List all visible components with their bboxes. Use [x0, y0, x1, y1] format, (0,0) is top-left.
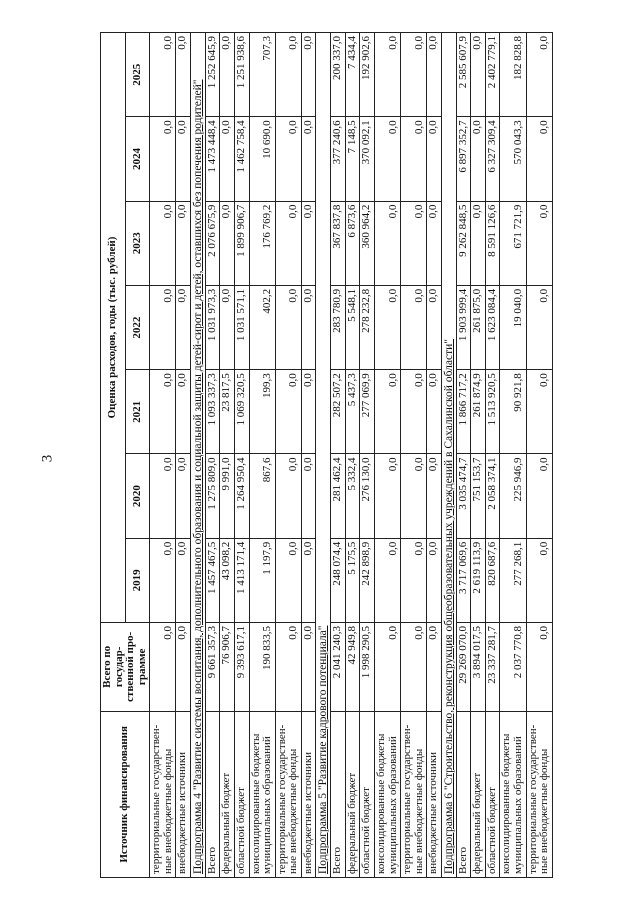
header-year: 2023 [125, 201, 150, 285]
row-total: 9 393 617,1 [234, 622, 249, 711]
row-value: 5 175,5 [345, 538, 360, 622]
row-value: 0,0 [275, 538, 301, 622]
row-source-label: федеральный бюджет [471, 711, 486, 877]
row-total: 1 998 290,5 [360, 622, 375, 711]
row-value: 0,0 [150, 454, 176, 538]
row-value: 0,0 [374, 454, 400, 538]
row-value: 2 058 374,1 [485, 454, 500, 538]
row-value: 0,0 [150, 538, 176, 622]
row-value: 9 262 848,5 [456, 201, 471, 285]
row-value: 0,0 [374, 117, 400, 201]
table-row [526, 33, 552, 878]
table-row [360, 33, 375, 878]
row-total: 0,0 [374, 622, 400, 711]
row-value: 225 946,9 [500, 454, 526, 538]
row-value: 1 252 645,9 [205, 33, 220, 117]
row-value: 1 462 758,4 [234, 117, 249, 201]
header-year: 2022 [125, 285, 150, 369]
row-value: 2 402 779,1 [485, 33, 500, 117]
row-value: 261 874,9 [471, 370, 486, 454]
table-row [150, 33, 176, 878]
row-source-label: консолидированные бюджеты муниципальных образований [374, 711, 400, 877]
row-value: 671 721,9 [500, 201, 526, 285]
row-value: 0,0 [176, 33, 191, 117]
table-row [471, 33, 486, 878]
row-source-label: консолидированные бюджеты муниципальных образований [500, 711, 526, 877]
row-value: 3 035 474,7 [456, 454, 471, 538]
row-value: 0,0 [427, 454, 442, 538]
header-total: Всего по государ-ственной про-грамме [101, 622, 150, 711]
table-row [345, 33, 360, 878]
row-value: 0,0 [301, 201, 316, 285]
row-source-label: территориальные государствен-ные внебюджетные фонды [150, 711, 176, 877]
row-value: 182 828,8 [500, 33, 526, 117]
row-value: 0,0 [301, 454, 316, 538]
row-value: 242 898,9 [360, 538, 375, 622]
row-value: 0,0 [526, 454, 552, 538]
table-row [301, 33, 316, 878]
row-value: 1 903 999,4 [456, 285, 471, 369]
row-value: 0,0 [301, 538, 316, 622]
row-total: 0,0 [301, 622, 316, 711]
row-source-label: федеральный бюджет [345, 711, 360, 877]
row-total: 76 906,7 [220, 622, 235, 711]
row-source-label: федеральный бюджет [220, 711, 235, 877]
table-row [456, 33, 471, 878]
row-value: 283 780,9 [331, 285, 346, 369]
table-row [205, 33, 220, 878]
row-value: 1 031 973,3 [205, 285, 220, 369]
row-value: 7 148,5 [345, 117, 360, 201]
row-value: 1 275 809,0 [205, 454, 220, 538]
table-row [220, 33, 235, 878]
row-value: 200 337,0 [331, 33, 346, 117]
row-value: 402,2 [249, 285, 275, 369]
row-value: 0,0 [150, 117, 176, 201]
row-value: 10 690,0 [249, 117, 275, 201]
row-value: 5 332,4 [345, 454, 360, 538]
row-value: 0,0 [401, 454, 427, 538]
row-value: 751 153,7 [471, 454, 486, 538]
subprogram-title: Подпрограмма 5 "Развитие кадрового потенциала" [316, 33, 331, 878]
row-source-label: внебюджетные источники [427, 711, 442, 877]
row-value: 0,0 [220, 201, 235, 285]
header-year: 2025 [125, 33, 150, 117]
row-source-label: территориальные государствен-ные внебюджетные фонды [275, 711, 301, 877]
row-value: 90 921,8 [500, 370, 526, 454]
subprogram-row [316, 33, 331, 878]
row-value: 0,0 [401, 370, 427, 454]
row-value: 0,0 [374, 538, 400, 622]
row-value: 0,0 [401, 285, 427, 369]
row-value: 0,0 [526, 538, 552, 622]
row-value: 0,0 [150, 370, 176, 454]
row-value: 1 093 337,3 [205, 370, 220, 454]
row-source-label: областной бюджет [485, 711, 500, 877]
row-total: 2 041 240,3 [331, 622, 346, 711]
row-value: 1 513 920,5 [485, 370, 500, 454]
header-year: 2020 [125, 454, 150, 538]
row-value: 3 717 069,6 [456, 538, 471, 622]
row-value: 0,0 [427, 201, 442, 285]
row-value: 1 457 467,5 [205, 538, 220, 622]
row-value: 43 098,2 [220, 538, 235, 622]
row-value: 0,0 [301, 117, 316, 201]
row-value: 2 076 675,9 [205, 201, 220, 285]
row-value: 5 437,3 [345, 370, 360, 454]
row-value: 276 130,0 [360, 454, 375, 538]
row-value: 0,0 [427, 33, 442, 117]
table-row [176, 33, 191, 878]
header-year: 2019 [125, 538, 150, 622]
row-value: 0,0 [220, 117, 235, 201]
row-value: 0,0 [150, 201, 176, 285]
row-value: 2 585 607,9 [456, 33, 471, 117]
row-value: 0,0 [275, 33, 301, 117]
row-source-label: внебюджетные источники [176, 711, 191, 877]
row-value: 0,0 [176, 454, 191, 538]
row-value: 0,0 [427, 370, 442, 454]
row-value: 6 873,6 [345, 201, 360, 285]
table-row [275, 33, 301, 878]
row-value: 282 507,2 [331, 370, 346, 454]
row-value: 0,0 [176, 370, 191, 454]
subprogram-title: Подпрограмма 6 "Строительство, реконструкция общеобразовательных учреждений в Сахалинской области" [441, 33, 456, 878]
table-body [150, 33, 552, 878]
row-value: 867,6 [249, 454, 275, 538]
header-row-1 [101, 33, 126, 878]
table-row [249, 33, 275, 878]
row-total: 0,0 [526, 622, 552, 711]
subprogram-title: Подпрограмма 4 "Развитие системы воспитания, дополнительного образования и социальной защиты детей-сирот и детей, оставшихся без попечения родителей" [190, 33, 205, 878]
row-value: 370 092,1 [360, 117, 375, 201]
row-source-label: территориальные государствен-ные внебюджетные фонды [401, 711, 427, 877]
subprogram-row [190, 33, 205, 878]
table-row [401, 33, 427, 878]
row-value: 0,0 [526, 370, 552, 454]
row-value: 23 817,5 [220, 370, 235, 454]
header-estimate: Оценка расходов, годы (тыс. рублей) [101, 33, 126, 623]
header-year: 2024 [125, 117, 150, 201]
row-value: 1 197,9 [249, 538, 275, 622]
row-value: 0,0 [275, 285, 301, 369]
row-source-label: консолидированные бюджеты муниципальных образований [249, 711, 275, 877]
table-row [234, 33, 249, 878]
row-value: 8 591 126,6 [485, 201, 500, 285]
header-source: Источник финансирования [101, 711, 150, 877]
row-total: 3 894 017,5 [471, 622, 486, 711]
row-value: 0,0 [471, 201, 486, 285]
row-value: 1 264 950,4 [234, 454, 249, 538]
row-source-label: областной бюджет [360, 711, 375, 877]
row-total: 0,0 [427, 622, 442, 711]
row-value: 0,0 [301, 370, 316, 454]
row-value: 0,0 [220, 33, 235, 117]
row-value: 1 069 320,5 [234, 370, 249, 454]
row-value: 0,0 [150, 33, 176, 117]
row-value: 261 875,0 [471, 285, 486, 369]
row-value: 0,0 [176, 538, 191, 622]
row-value: 1 031 571,1 [234, 285, 249, 369]
table-row [485, 33, 500, 878]
row-value: 0,0 [220, 285, 235, 369]
row-value: 0,0 [401, 117, 427, 201]
row-value: 1 473 448,4 [205, 117, 220, 201]
row-value: 9 991,0 [220, 454, 235, 538]
row-value: 0,0 [176, 117, 191, 201]
row-source-label: Всего [205, 711, 220, 877]
row-total: 190 833,5 [249, 622, 275, 711]
row-value: 0,0 [301, 285, 316, 369]
row-value: 0,0 [275, 201, 301, 285]
financing-table [100, 32, 553, 878]
row-value: 0,0 [427, 117, 442, 201]
row-total: 0,0 [275, 622, 301, 711]
row-value: 377 240,6 [331, 117, 346, 201]
row-value: 0,0 [526, 285, 552, 369]
row-value: 0,0 [427, 285, 442, 369]
table-row [427, 33, 442, 878]
row-source-label: областной бюджет [234, 711, 249, 877]
row-value: 6 327 309,4 [485, 117, 500, 201]
row-value: 2 619 113,9 [471, 538, 486, 622]
row-value: 1 623 084,4 [485, 285, 500, 369]
row-value: 0,0 [374, 201, 400, 285]
table-row [331, 33, 346, 878]
row-total: 0,0 [176, 622, 191, 711]
row-value: 281 462,4 [331, 454, 346, 538]
table-row [374, 33, 400, 878]
row-value: 0,0 [471, 117, 486, 201]
row-source-label: территориальные государствен-ные внебюджетные фонды [526, 711, 552, 877]
row-total: 9 661 357,3 [205, 622, 220, 711]
row-value: 277 268,1 [500, 538, 526, 622]
row-value: 0,0 [526, 201, 552, 285]
row-source-label: внебюджетные источники [301, 711, 316, 877]
row-value: 0,0 [301, 33, 316, 117]
row-value: 0,0 [275, 117, 301, 201]
row-total: 0,0 [401, 622, 427, 711]
row-value: 820 687,6 [485, 538, 500, 622]
row-value: 0,0 [176, 201, 191, 285]
row-total: 0,0 [150, 622, 176, 711]
row-value: 367 837,8 [331, 201, 346, 285]
row-value: 248 074,4 [331, 538, 346, 622]
row-value: 360 964,2 [360, 201, 375, 285]
page-number: 3 [39, 454, 56, 463]
row-value: 0,0 [401, 201, 427, 285]
row-value: 0,0 [374, 33, 400, 117]
row-value: 0,0 [526, 117, 552, 201]
table-row [500, 33, 526, 878]
row-value: 0,0 [275, 454, 301, 538]
row-value: 0,0 [275, 370, 301, 454]
row-value: 570 043,3 [500, 117, 526, 201]
row-total: 42 949,8 [345, 622, 360, 711]
row-value: 278 232,8 [360, 285, 375, 369]
row-value: 707,3 [249, 33, 275, 117]
row-value: 0,0 [374, 370, 400, 454]
row-value: 0,0 [150, 285, 176, 369]
row-value: 192 902,6 [360, 33, 375, 117]
row-value: 5 548,1 [345, 285, 360, 369]
row-value: 0,0 [526, 33, 552, 117]
rotated-page [100, 32, 615, 878]
row-value: 277 069,9 [360, 370, 375, 454]
row-total: 2 037 770,8 [500, 622, 526, 711]
row-source-label: Всего [331, 711, 346, 877]
row-value: 6 897 352,7 [456, 117, 471, 201]
row-value: 7 434,4 [345, 33, 360, 117]
row-total: 29 269 070,0 [456, 622, 471, 711]
row-value: 0,0 [374, 285, 400, 369]
row-source-label: Всего [456, 711, 471, 877]
row-value: 0,0 [176, 285, 191, 369]
row-value: 199,3 [249, 370, 275, 454]
header-year: 2021 [125, 370, 150, 454]
row-value: 0,0 [401, 33, 427, 117]
row-value: 0,0 [427, 538, 442, 622]
row-value: 1 251 938,6 [234, 33, 249, 117]
row-value: 1 413 171,4 [234, 538, 249, 622]
subprogram-row [441, 33, 456, 878]
row-value: 19 040,0 [500, 285, 526, 369]
row-value: 176 769,2 [249, 201, 275, 285]
row-value: 1 899 906,7 [234, 201, 249, 285]
row-value: 0,0 [471, 33, 486, 117]
row-value: 1 866 717,2 [456, 370, 471, 454]
row-total: 23 337 281,7 [485, 622, 500, 711]
row-value: 0,0 [401, 538, 427, 622]
